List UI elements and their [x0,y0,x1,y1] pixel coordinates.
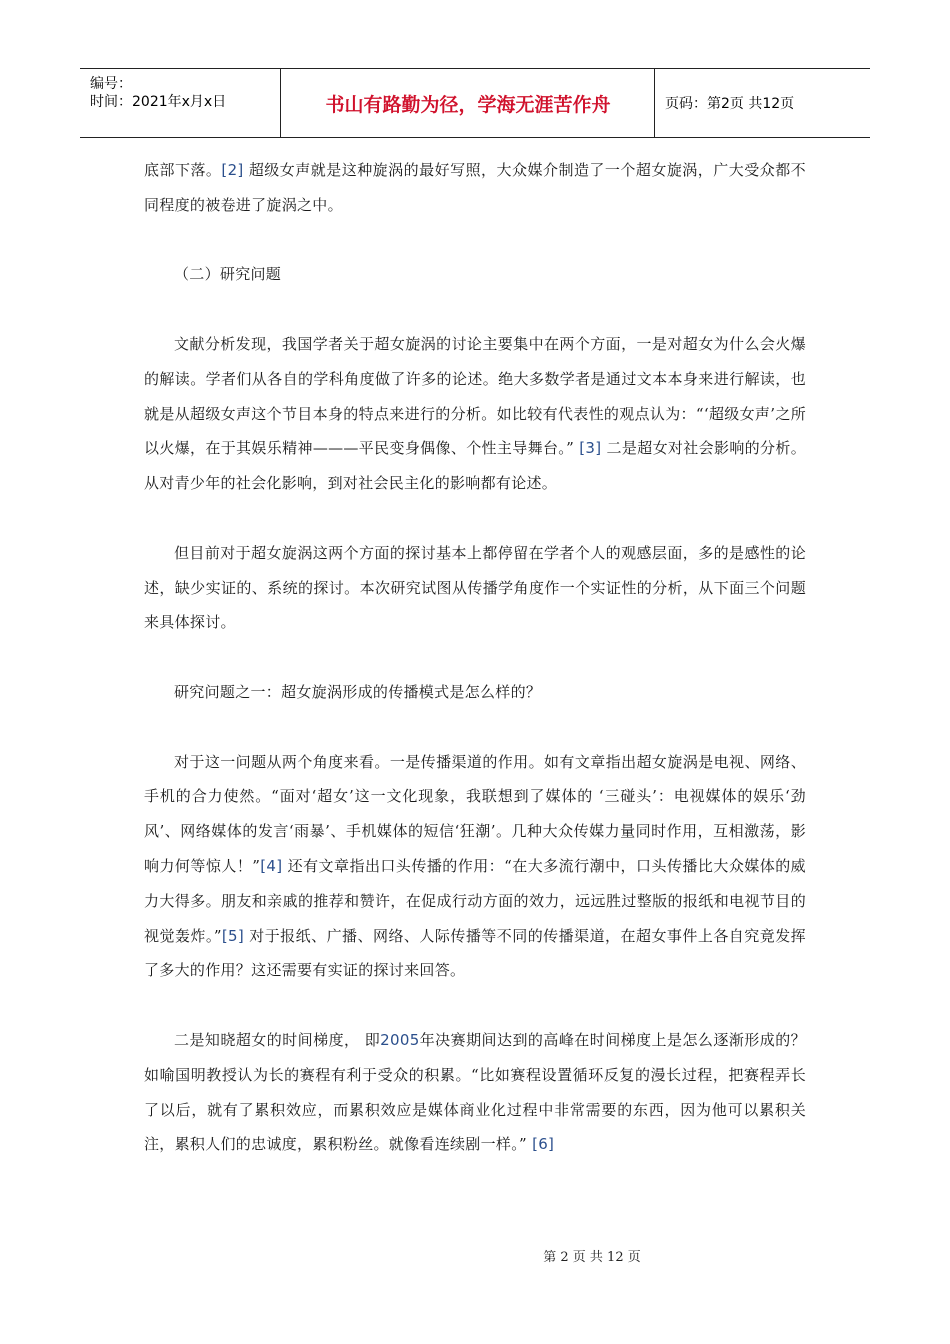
time-label: 时间：2021年x月x日 [90,94,227,110]
header-meta-cell [80,69,281,137]
paragraph: 二是知晓超女的时间梯度， 即2005年决赛期间达到的高峰在时间梯度上是怎么逐渐形成的？如喻国明教授认为长的赛程有利于受众的积累。“比如赛程设置循环反复的漫长过程，把赛程弄长了以后，就有了累积效应，而累积效应是媒体商业化过程中非常需要的东西，因为他可以累积关注，累积人们的忠诚度，累积粉丝。就像看连续剧一样。” [6] [144,1030,806,1154]
citation: [3] [579,439,602,458]
citation: [5] [221,926,244,945]
paragraph: 文献分析发现，我国学者关于超女旋涡的讨论主要集中在两个方面，一是对超女为什么会火爆的解读。学者们从各自的学科角度做了许多的论述。绝大多数学者是通过文本本身来进行解读，也就是从超级女声这个节目本身的特点来进行的分析。如比较有代表性的观点认为：“‘超级女声’之所以火爆，在于其娱乐精神———平民变身偶像、个性主导舞台。” [3] 二是超女对社会影响的分析。从对青少年的社会化影响，到对社会民主化的影响都有论述。 [144,334,807,493]
number-label: 编号： [90,76,132,92]
section-heading: （二）研究问题 [174,265,282,284]
research-question: 研究问题之一：超女旋涡形成的传播模式是怎么样的？ [174,682,542,701]
citation: [2] [221,161,244,179]
paragraph: 对于这一问题从两个角度来看。一是传播渠道的作用。如有文章指出超女旋涡是电视、网络、手机的合力使然。“面对‘超女’这一文化现象，我联想到了媒体的 ‘三碰头’：电视媒体的娱乐‘劲风’、网络媒体的发言‘雨暴’、手机媒体的短信‘狂潮’。几种大众传媒力量同时作用，互相激荡，影响力何等惊人！”[4] 还有文章指出口头传播的作用：“在大多流行潮中，口头传播比大众媒体的威力大得多。朋友和亲戚的推荐和赞许，在促成行动方面的效力，远远胜过整版的报纸和电视节目的视觉轰炸。”[5] 对于报纸、广播、网络、人际传播等不同的传播渠道，在超女事件上各自究竟发挥了多大的作用？这还需要有实证的探讨来回答。 [144,752,806,980]
paragraph: 但目前对于超女旋涡这两个方面的探讨基本上都停留在学者个人的观感层面，多的是感性的论述，缺少实证的、系统的探讨。本次研究试图从传播学角度作一个实证性的分析，从下面三个问题来具体探讨。 [144,543,806,632]
page-info: 页码：第2页 共12页 [665,96,795,112]
document-header [80,68,870,138]
citation: [6] [532,1135,555,1154]
citation: [4] [260,856,283,875]
page-footer: 第 2 页 共 12 页 [543,1250,641,1265]
document-body [144,153,806,1162]
header-motto: 书山有路勤为径，学海无涯苦作舟 [282,69,655,137]
paragraph: 底部下落。[2] 超级女声就是这种旋涡的最好写照，大众媒介制造了一个超女旋涡，广大受众都不同程度的被卷进了旋涡之中。 [144,161,806,214]
year-number: 2005 [380,1030,420,1049]
